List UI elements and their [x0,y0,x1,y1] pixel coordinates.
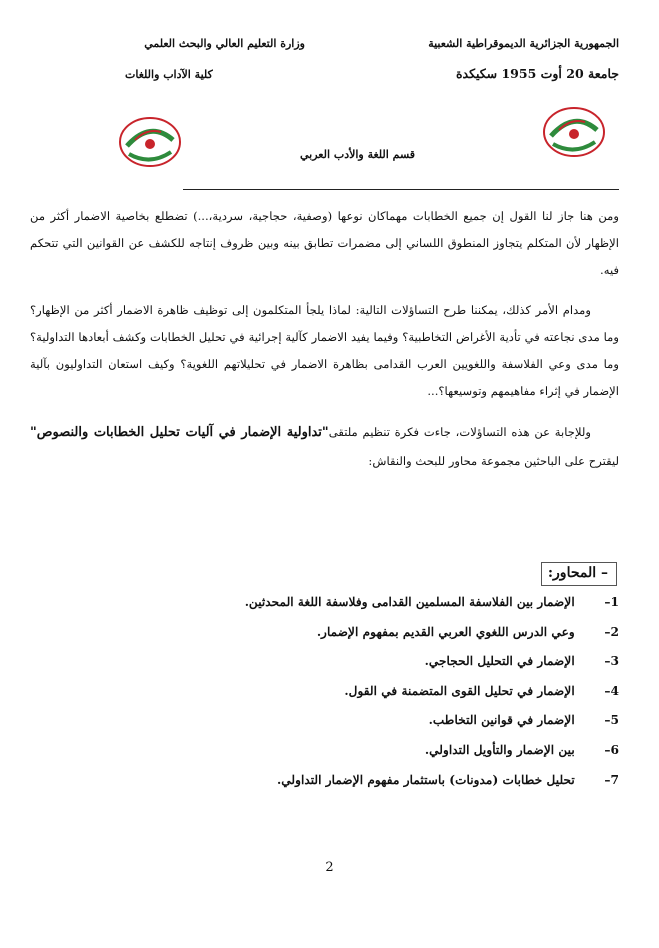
paragraph-3-intro: وللإجابة عن هذه التساؤلات، جاءت فكرة تنظيم ملتقى [328,424,591,439]
item-number: 7– [604,772,619,787]
item-number: 2– [604,624,619,639]
axes-title: – المحاور: [541,562,617,586]
faculty-name: كلية الآداب واللغات [125,67,213,81]
axes-list [130,594,619,801]
item-text: الإضمار في تحليل القوى المتضمنة في القول. [344,683,575,698]
list-item [130,712,619,742]
item-text: الإضمار في التحليل الحجاجي. [424,654,575,669]
republic-name: الجمهورية الجزائرية الديموقراطية الشعبية [428,37,619,50]
item-number: 1– [604,595,619,609]
list-item [130,594,619,624]
item-number: 5– [604,713,619,728]
item-number: 6– [604,742,619,757]
university-logo-icon [115,112,185,172]
list-item [130,683,619,713]
item-text: بين الإضمار والتأويل التداولي. [424,742,575,757]
paragraph-3-end: ليقترح على الباحثين مجموعة محاور للبحث والنقاش: [368,454,619,469]
university-logo-icon [539,100,609,160]
list-item [130,742,619,772]
paragraph-2: ومدام الأمر كذلك، يمكننا طرح التساؤلات التالية: لماذا يلجأ المتكلمون إلى توظيف ظاهرة الاضمار أكثر من الإظهار؟ وما مدى نجاعته في تأدية الأغراض التخاطبية؟ وفيما يفيد الاضمار كآلية إجرائية في تحليل الخطابات وكشف أبعادها التداولية؟ وما مدى وعي الفلاسفة واللغويين العرب القدامى بظاهرة الاضمار في تحليلاتهم اللغوية؟ وكيف استعان التداوليون بآلية الإضمار في إثراء مفاهيمهم وتوسيعها؟... [30,302,619,399]
item-text: الإضمار بين الفلاسفة المسلمين القدامى وفلاسفة اللغة المحدثين. [244,595,575,609]
item-text: وعي الدرس اللغوي العربي القديم بمفهوم الإضمار. [316,624,575,639]
ministry-name: وزارة التعليم العالي والبحث العلمي [144,37,305,50]
list-item [130,653,619,683]
university-name: جامعة 20 أوت 1955 سكيكدة [455,65,619,81]
paragraph-3 [30,418,619,476]
header-right [399,36,619,83]
paragraph-1: ومن هنا جاز لنا القول إن جميع الخطابات مهماكان نوعها (وصفية، حجاجية، سردية،...) تضطلع بخاصية الاضمار أكثر من الإظهار لأن المتكلم يتجاوز المنطوق اللساني إلى مضمرات تطابق بينه وبين ظروف إنتاجه للكشف عن القوانين التي تتحكم فيه. [30,209,619,278]
conference-title: "تداولية الإضمار في آليات تحليل الخطابات والنصوص" [30,424,329,440]
list-item [130,624,619,654]
department-name: قسم اللغة والأدب العربي [300,148,416,161]
item-number: 4– [604,683,619,698]
item-text: تحليل خطابات (مدونات) باستثمار مفهوم الإضمار التداولي. [276,772,575,787]
header-left [105,36,305,83]
header-divider [183,189,619,190]
document-body [30,203,619,487]
page-number: 2 [325,860,334,875]
list-item [130,772,619,802]
item-text: الإضمار في قوانين التخاطب. [428,713,575,728]
item-number: 3– [604,654,619,669]
